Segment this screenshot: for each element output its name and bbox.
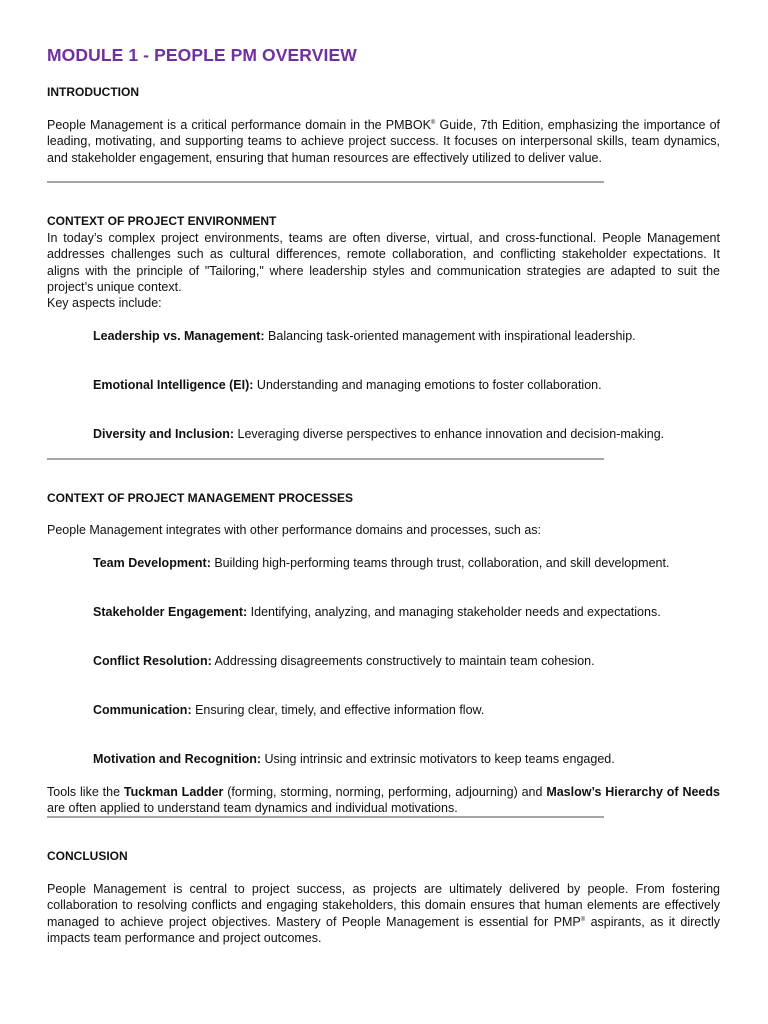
environment-paragraph: In today’s complex project environments, teams are often diverse, virtual, and cross-functional. People Management addresses challenges such as cultural differences, remote collaboration, and conflicting stakeholder expectations. It aligns with the principle of "Tailoring," where leadership styles and communication strategies are adapted to suit the project’s unique context. bbox=[47, 231, 720, 294]
process-term: Stakeholder Engagement: bbox=[93, 605, 248, 619]
process-item bbox=[93, 604, 720, 620]
process-term: Motivation and Recognition: bbox=[93, 752, 262, 766]
key-aspect-term: Leadership vs. Management: bbox=[93, 329, 265, 343]
tools-text: (forming, storming, norming, performing, adjourning) and bbox=[223, 785, 547, 799]
section-divider bbox=[47, 458, 604, 460]
processes-heading: CONTEXT OF PROJECT MANAGEMENT PROCESSES bbox=[47, 491, 354, 505]
key-aspect-description: Understanding and managing emotions to foster collaboration. bbox=[253, 378, 602, 392]
environment-heading: CONTEXT OF PROJECT ENVIRONMENT bbox=[47, 214, 277, 228]
process-term: Team Development: bbox=[93, 556, 211, 570]
section-divider bbox=[47, 816, 604, 818]
key-aspect-item bbox=[93, 328, 720, 344]
process-description: Using intrinsic and extrinsic motivators to keep teams engaged. bbox=[261, 752, 615, 766]
process-item bbox=[93, 702, 720, 718]
conclusion-heading: CONCLUSION bbox=[47, 849, 128, 863]
tuckman-ladder-term: Tuckman Ladder bbox=[123, 785, 224, 799]
maslow-hierarchy-term: Maslow’s Hierarchy of Needs bbox=[546, 785, 720, 799]
process-term: Conflict Resolution: bbox=[93, 654, 212, 668]
process-term: Communication: bbox=[93, 703, 192, 717]
process-item bbox=[93, 653, 720, 669]
tools-text: Tools like the bbox=[47, 785, 124, 799]
key-aspect-description: Leveraging diverse perspectives to enhance innovation and decision-making. bbox=[234, 427, 665, 441]
introduction-text-start: People Management is a critical performance domain in the PMBOK bbox=[47, 118, 431, 132]
page-title: MODULE 1 - PEOPLE PM OVERVIEW bbox=[47, 45, 357, 65]
registered-mark: ® bbox=[580, 916, 586, 923]
key-aspect-term: Emotional Intelligence (EI): bbox=[93, 378, 254, 392]
process-item bbox=[93, 751, 720, 767]
tools-paragraph bbox=[47, 784, 720, 817]
conclusion-text-end: aspirants, as it directly impacts team performance and project outcomes. bbox=[47, 914, 720, 945]
process-description: Ensuring clear, timely, and effective information flow. bbox=[191, 703, 485, 717]
key-aspect-description: Balancing task-oriented management with inspirational leadership. bbox=[264, 329, 636, 343]
key-aspect-term: Diversity and Inclusion: bbox=[93, 427, 235, 441]
introduction-text-end: Guide, 7th Edition, emphasizing the importance of leading, motivating, and supporting teams to achieve project success. It focuses on interpersonal skills, team dynamics, and stakeholder engagement, ensuring that human resources are effectively utilized to deliver value. bbox=[47, 118, 720, 165]
key-aspect-item bbox=[93, 377, 720, 393]
section-divider bbox=[47, 181, 604, 183]
key-aspect-item bbox=[93, 426, 720, 442]
registered-mark: ® bbox=[430, 120, 436, 126]
introduction-heading: INTRODUCTION bbox=[47, 85, 139, 99]
conclusion-paragraph bbox=[47, 881, 720, 946]
conclusion-text-start: People Management is central to project success, as projects are ultimately delivered by people. From fostering collaboration to resolving conflicts and engaging stakeholders, this domain ensures that human elements are effectively managed to achieve project objectives. Mastery of People Management is essential for PMP bbox=[47, 882, 720, 929]
introduction-paragraph bbox=[47, 117, 720, 166]
key-aspects-lead-in: Key aspects include: bbox=[47, 296, 162, 310]
process-description: Building high-performing teams through trust, collaboration, and skill development. bbox=[210, 556, 670, 570]
process-description: Identifying, analyzing, and managing stakeholder needs and expectations. bbox=[247, 605, 661, 619]
process-description: Addressing disagreements constructively to maintain team cohesion. bbox=[211, 654, 595, 668]
tools-text: are often applied to understand team dynamics and individual motivations. bbox=[47, 801, 458, 816]
processes-intro: People Management integrates with other performance domains and processes, such as: bbox=[47, 523, 542, 537]
process-item bbox=[93, 555, 720, 571]
